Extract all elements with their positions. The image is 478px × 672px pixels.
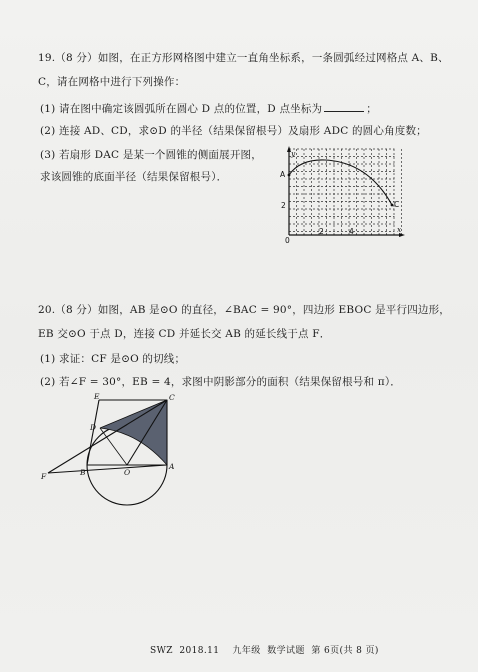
page-footer	[150, 645, 379, 658]
q20-line1: 20.（8 分）如图，AB 是⊙O 的直径，∠BAC = 90°，四边形 EBOC 是平行四边形，	[38, 304, 451, 316]
q19-item1-text: (1) 请在图中确定该圆弧所在圆心 D 点的位置，D 点坐标为	[40, 103, 323, 115]
y-tick-2: 2	[281, 201, 286, 210]
footer-grade: 九年级	[232, 646, 261, 656]
q19-item3b: 求该圆锥的底面半径（结果保留根号）．	[40, 171, 228, 183]
q20-line2: EB 交⊙O 于点 D，连接 CD 并延长交 AB 的延长线于点 F．	[38, 328, 331, 340]
q20-item2: (2) 若∠F = 30°，EB = 4，求图中阴影部分的面积（结果保留根号和 π）．	[40, 376, 401, 388]
q19-grid-figure	[278, 144, 408, 244]
point-c-label: C	[394, 200, 400, 209]
point-c	[391, 204, 394, 207]
x-axis-label: x	[397, 225, 402, 234]
q20-item1: (1) 求证：CF 是⊙O 的切线；	[40, 353, 186, 365]
q19-item1-suffix: ；	[366, 103, 377, 115]
q19-item3a: (3) 若扇形 DAC 是某一个圆锥的侧面展开图，	[40, 149, 262, 161]
q19-item2: (2) 连接 AD、CD，求⊙D 的半径（结果保留根号）及扇形 ADC 的圆心角度数；	[40, 125, 427, 137]
x-tick-4: 4	[349, 227, 354, 236]
y-axis-label: y	[291, 149, 296, 158]
origin-label: 0	[285, 236, 290, 245]
label-b: B	[80, 468, 86, 477]
label-o: O	[124, 468, 131, 477]
point-a	[288, 174, 291, 177]
footer-page: 第 6页(共 8 页)	[311, 646, 379, 656]
q19-line1: 19.（8 分）如图，在正方形网格图中建立一直角坐标系，一条圆弧经过网格点 A、B、	[38, 52, 449, 64]
footer-code: SWZ	[150, 646, 173, 656]
label-a: A	[169, 462, 175, 471]
footer-subject: 数学试题	[267, 646, 305, 656]
q19-item1	[40, 101, 377, 116]
label-f: F	[41, 472, 47, 481]
line-fa	[48, 465, 167, 473]
point-a-label: A	[280, 170, 286, 179]
q19-line2: C，请在网格中进行下列操作：	[38, 76, 186, 88]
circular-arc	[289, 160, 392, 205]
footer-date: 2018.11	[179, 646, 220, 656]
label-d: D	[90, 423, 97, 432]
q20-geometry-figure	[38, 392, 188, 512]
answer-blank	[324, 101, 364, 112]
x-tick-2: 2	[319, 227, 324, 236]
line-be	[87, 400, 99, 465]
label-e: E	[94, 392, 100, 401]
label-c: C	[169, 393, 175, 402]
